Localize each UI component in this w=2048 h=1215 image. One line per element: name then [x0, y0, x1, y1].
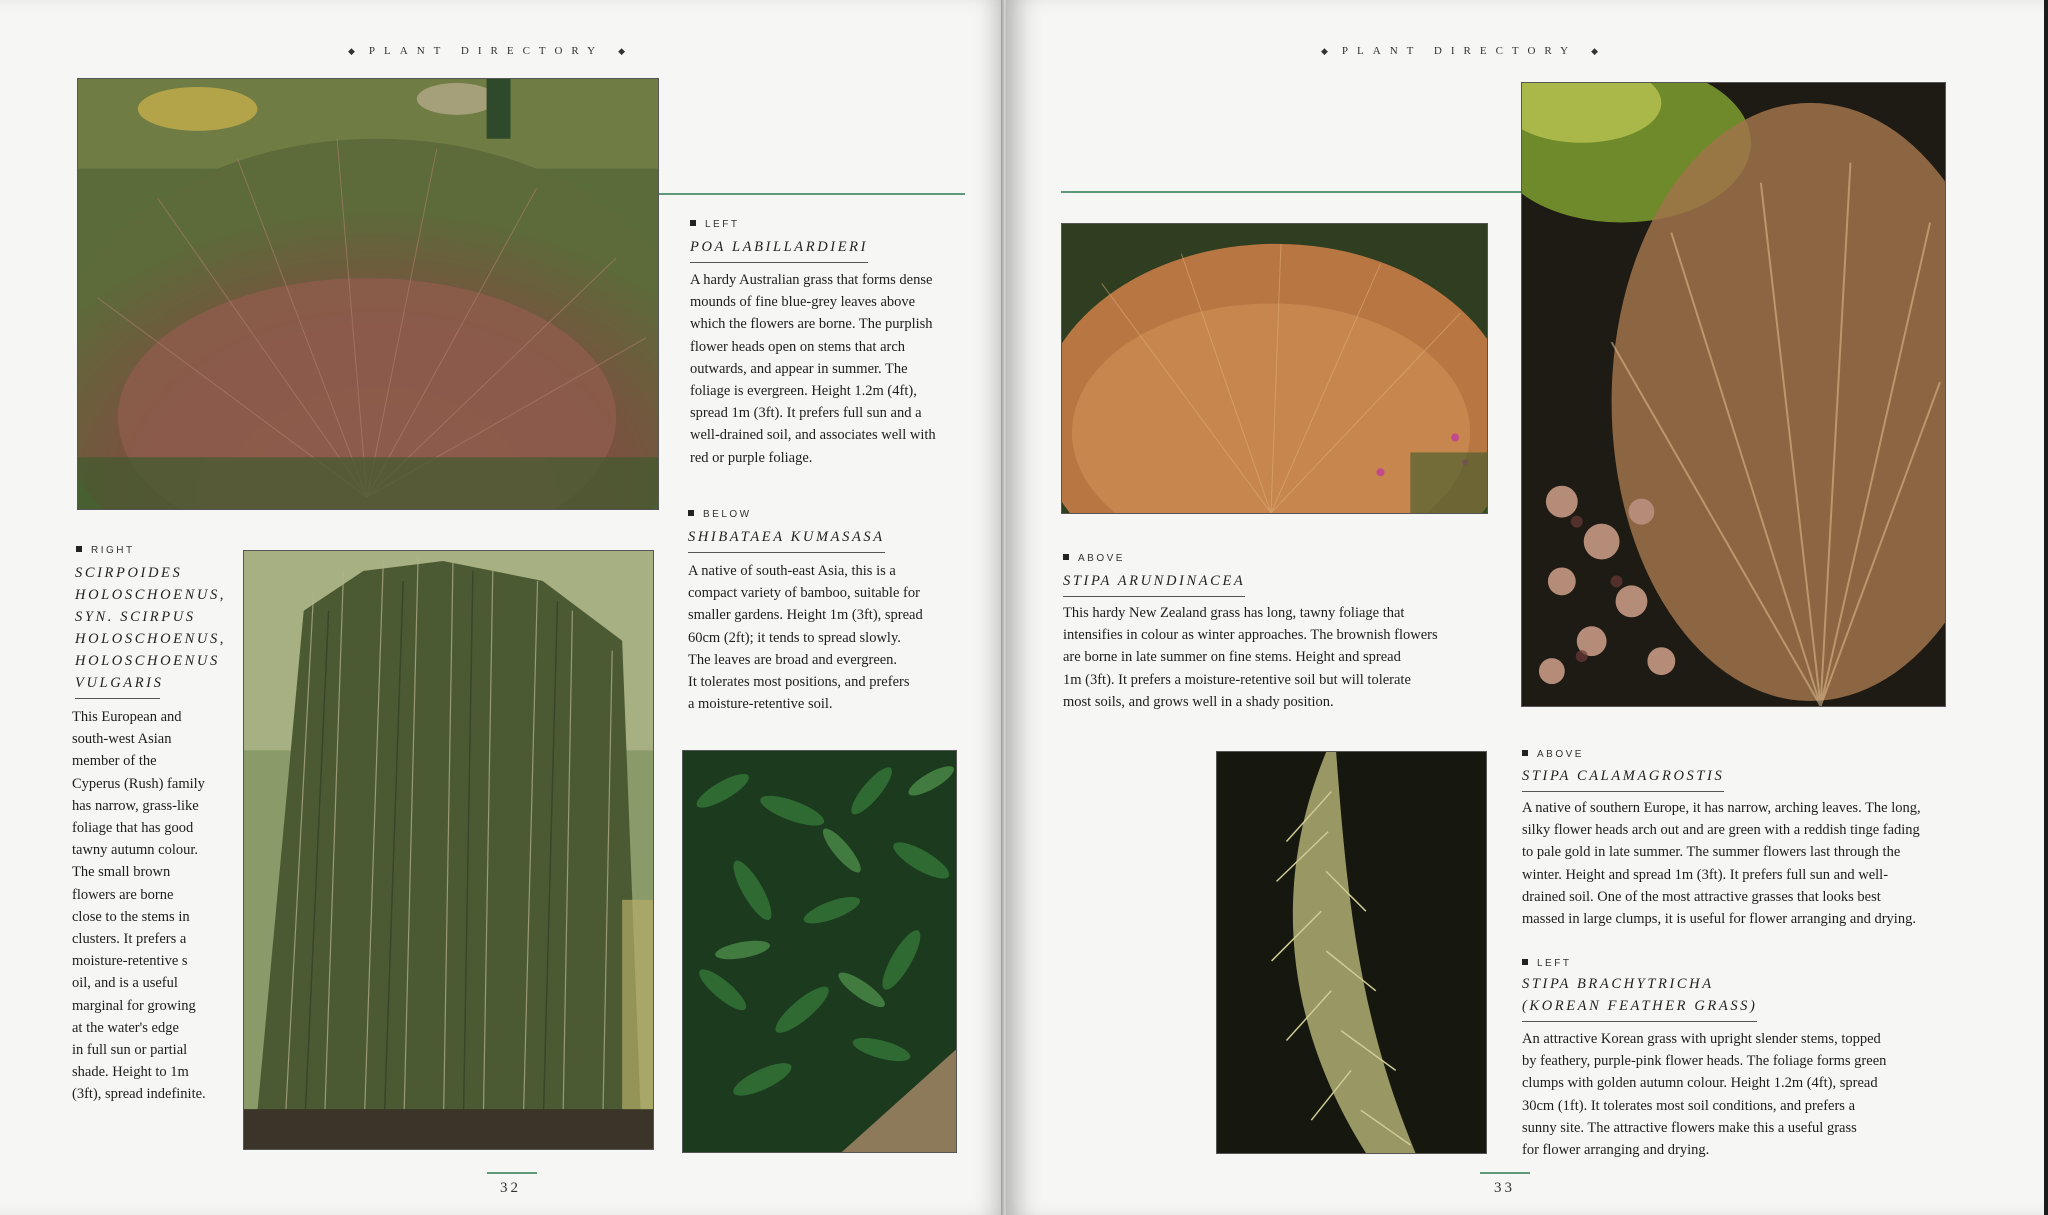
text-line: The leaves are broad and evergreen.	[688, 651, 898, 668]
square-bullet-icon	[1522, 959, 1528, 965]
photo-scirpoides-holoschoenus	[243, 550, 654, 1150]
page-number-left: 32	[500, 1180, 521, 1196]
text-line: A hardy Australian grass that forms dense	[690, 272, 933, 288]
caption-tag-scirpoides	[76, 545, 135, 556]
text-line: intensifies in colour as winter approaches. The brownish flowers	[1063, 627, 1438, 644]
text-line: south-west Asian	[72, 731, 172, 748]
plant-name-scirpoides	[75, 562, 226, 699]
description-stipa-calamagrostis	[1522, 797, 1921, 930]
photo-stipa-arundinacea	[1061, 223, 1488, 514]
plant-name-stipa-calamagrostis	[1522, 765, 1724, 792]
text-line: in full sun or partial	[72, 1042, 188, 1059]
ornament-diamond-icon: ◆	[1321, 46, 1328, 56]
square-bullet-icon	[76, 546, 82, 552]
plant-name-line: HOLOSCHOENUS	[75, 653, 220, 669]
description-stipa-brachytricha	[1522, 1028, 1886, 1161]
text-line: member of the	[72, 753, 157, 770]
text-line: flowers are borne	[72, 886, 174, 903]
photo-stipa-brachytricha	[1216, 751, 1487, 1154]
plant-name-shibataea	[688, 526, 885, 553]
caption-tag-label: RIGHT	[91, 545, 135, 556]
text-line: The small brown	[72, 864, 171, 881]
caption-tag-poa	[690, 219, 739, 230]
caption-tag-label: ABOVE	[1078, 553, 1125, 564]
text-line: sunny site. The attractive flowers make this a useful grass	[1522, 1119, 1857, 1136]
plant-name-stipa-brachytricha	[1522, 973, 1757, 1022]
caption-tag-shibataea	[688, 509, 752, 520]
photo-shibataea-kumasasa	[682, 750, 957, 1153]
running-head-right	[1307, 45, 1612, 57]
text-line: spread 1m (3ft). It prefers full sun and a	[690, 405, 922, 422]
right-page	[1007, 0, 2048, 1215]
text-line: has narrow, grass-like	[72, 797, 199, 814]
green-rule	[1061, 191, 1521, 193]
name-underline	[1063, 596, 1245, 597]
page-number-right: 33	[1494, 1180, 1515, 1196]
name-underline	[1522, 1021, 1757, 1022]
text-line: oil, and is a useful	[72, 975, 178, 992]
running-head-text: PLANT DIRECTORY	[1341, 45, 1578, 57]
text-line: moisture-retentive s	[72, 953, 188, 970]
text-line: marginal for growing	[72, 997, 196, 1014]
text-line: by feathery, purple-pink flower heads. The foliage forms green	[1522, 1053, 1887, 1070]
text-line: A native of southern Europe, it has narrow, arching leaves. The long,	[1522, 800, 1921, 816]
description-poa	[690, 269, 936, 469]
text-line: 60cm (2ft); it tends to spread slowly.	[688, 629, 901, 646]
plant-name-line: SHIBATAEA KUMASASA	[688, 529, 885, 545]
text-line: This European and	[72, 709, 182, 725]
text-line: a moisture-retentive soil.	[688, 696, 833, 713]
text-line: red or purple foliage.	[690, 449, 813, 466]
caption-tag-stipa-brachytricha	[1522, 958, 1571, 969]
folio-rule	[1480, 1172, 1530, 1174]
caption-tag-label: LEFT	[1537, 958, 1572, 969]
text-line: mounds of fine blue-grey leaves above	[690, 294, 916, 311]
text-line: foliage is evergreen. Height 1.2m (4ft),	[690, 383, 917, 400]
running-head-text: PLANT DIRECTORY	[368, 45, 605, 57]
text-line: are borne in late summer on fine stems. Height and spread	[1063, 649, 1401, 666]
text-line: It tolerates most positions, and prefers	[688, 674, 910, 691]
plant-name-line: STIPA ARUNDINACEA	[1063, 573, 1246, 589]
text-line: (3ft), spread indefinite.	[72, 1086, 206, 1103]
name-underline	[690, 262, 868, 263]
text-line: well-drained soil, and associates well with	[690, 427, 936, 444]
plant-name-line: (KOREAN FEATHER GRASS)	[1522, 998, 1758, 1014]
plant-name-line: STIPA CALAMAGROSTIS	[1522, 768, 1725, 784]
square-bullet-icon	[1063, 554, 1069, 560]
caption-tag-label: ABOVE	[1537, 749, 1584, 760]
square-bullet-icon	[688, 510, 694, 516]
plant-name-line: POA LABILLARDIERI	[690, 239, 869, 255]
text-line: tawny autumn colour.	[72, 842, 199, 859]
text-line: winter. Height and spread 1m (3ft). It prefers full sun and well-	[1522, 866, 1889, 883]
text-line: massed in large clumps, it is useful for flower arranging and drying.	[1522, 911, 1916, 928]
plant-name-line: SCIRPOIDES	[75, 565, 183, 581]
text-line: close to the stems in	[72, 908, 190, 925]
description-shibataea	[688, 560, 923, 715]
description-scirpoides	[72, 706, 206, 1106]
text-line: flower heads open on stems that arch	[690, 338, 906, 355]
caption-tag-stipa-arundinacea	[1063, 553, 1125, 564]
green-rule	[659, 193, 965, 195]
text-line: 1m (3ft). It prefers a moisture-retentive soil but will tolerate	[1063, 671, 1411, 688]
text-line: Cyperus (Rush) family	[72, 775, 205, 792]
ornament-diamond-icon: ◆	[348, 46, 355, 56]
plant-name-line: HOLOSCHOENUS,	[75, 587, 227, 603]
text-line: at the water's edge	[72, 1019, 179, 1036]
text-line: foliage that has good	[72, 820, 194, 837]
plant-name-line: STIPA BRACHYTRICHA	[1522, 976, 1714, 992]
text-line: An attractive Korean grass with upright slender stems, topped	[1522, 1031, 1881, 1047]
folio-rule	[487, 1172, 537, 1174]
plant-name-stipa-arundinacea	[1063, 570, 1245, 597]
name-underline	[688, 552, 885, 553]
text-line: to pale gold in late summer. The summer flowers last through the	[1522, 844, 1901, 861]
text-line: smaller gardens. Height 1m (3ft), spread	[688, 607, 923, 624]
text-line: for flower arranging and drying.	[1522, 1142, 1710, 1159]
text-line: 30cm (1ft). It tolerates most soil conditions, and prefers a	[1522, 1097, 1856, 1114]
text-line: compact variety of bamboo, suitable for	[688, 585, 920, 602]
text-line: clusters. It prefers a	[72, 931, 187, 948]
text-line: most soils, and grows well in a shady position.	[1063, 693, 1334, 710]
square-bullet-icon	[1522, 750, 1528, 756]
description-stipa-arundinacea	[1063, 602, 1438, 713]
photo-poa-labillardieri	[77, 78, 659, 510]
text-line: outwards, and appear in summer. The	[690, 360, 908, 377]
plant-name-line: HOLOSCHOENUS,	[75, 631, 227, 647]
photo-stipa-calamagrostis	[1521, 82, 1946, 707]
square-bullet-icon	[690, 220, 696, 226]
text-line: silky flower heads arch out and are green with a reddish tinge fading	[1522, 822, 1920, 839]
running-head-left	[334, 45, 639, 57]
plant-name-poa	[690, 236, 868, 263]
text-line: This hardy New Zealand grass has long, tawny foliage that	[1063, 605, 1405, 621]
caption-tag-label: LEFT	[705, 219, 740, 230]
name-underline	[75, 698, 160, 699]
plant-name-line: VULGARIS	[75, 675, 164, 691]
text-line: which the flowers are borne. The purplish	[690, 316, 933, 333]
text-line: drained soil. One of the most attractive grasses that looks best	[1522, 888, 1881, 905]
ornament-diamond-icon: ◆	[618, 46, 625, 56]
plant-name-line: SYN. SCIRPUS	[75, 609, 196, 625]
ornament-diamond-icon: ◆	[1591, 46, 1598, 56]
book-edge	[2044, 0, 2048, 1215]
left-page	[0, 0, 1003, 1215]
caption-tag-stipa-calamagrostis	[1522, 749, 1584, 760]
name-underline	[1522, 791, 1724, 792]
text-line: A native of south-east Asia, this is a	[688, 563, 896, 579]
text-line: shade. Height to 1m	[72, 1064, 189, 1081]
text-line: clumps with golden autumn colour. Height 1.2m (4ft), spread	[1522, 1075, 1878, 1092]
caption-tag-label: BELOW	[703, 509, 752, 520]
